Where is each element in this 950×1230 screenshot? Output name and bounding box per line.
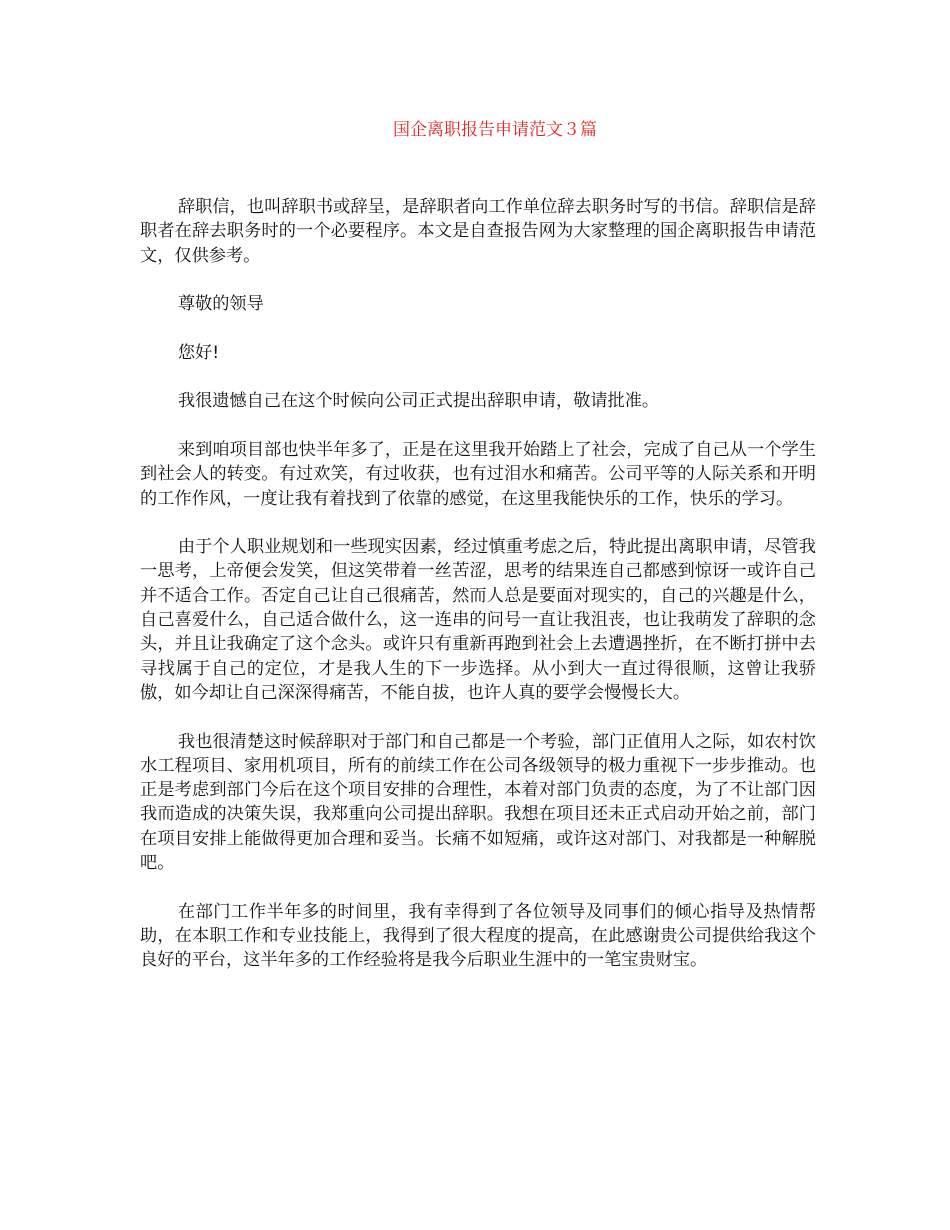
paragraph-reasons: 由于个人职业规划和一些现实因素，经过慎重考虑之后，特此提出离职申请，尽管我一思考，上帝便会发笑，但这笑带着一丝苦涩，思考的结果连自己都感到惊讶一或许自己并不适合工作。否定自己让自己很痛苦，然而人总是要面对现实的，自己的兴趣是什么，自己喜爱什么，自己适合做什么，这一连串的问号一直让我沮丧，也让我萌发了辞职的念头，并且让我确定了这个念头。或许只有重新再跑到社会上去遭遇挫折，在不断打拼中去寻找属于自己的定位，才是我人生的下一步选择。从小到大一直过得很顺，这曾让我骄傲，如今却让自己深深得痛苦，不能自拔，也许人真的要学会慢慢长大。: [140, 537, 816, 703]
paragraph-intro: 辞职信，也叫辞职书或辞呈，是辞职者向工作单位辞去职务时写的书信。辞职信是辞职者在辞去职务时的一个必要程序。本文是自查报告网为大家整理的国企离职报告申请范文，仅供参考。: [140, 197, 816, 266]
paragraph-greeting: 您好!: [177, 342, 220, 363]
document-body: [140, 195, 816, 997]
paragraph-experience: 来到咱项目部也快半年多了，正是在这里我开始踏上了社会，完成了自己从一个学生到社会人的转变。有过欢笑，有过收获，也有过泪水和痛苦。公司平等的人际关系和开明的工作作风，一度让我有着找到了依靠的感觉，在这里我能快乐的工作，快乐的学习。: [140, 439, 816, 509]
paragraph-department: 我也很清楚这时候辞职对于部门和自己都是一个考验，部门正值用人之际，如农村饮水工程项目、家用机项目，所有的前续工作在公司各级领导的极力重视下一步步推动。也正是考虑到部门今后在这个项目安排的合理性，本着对部门负责的态度，为了不让部门因我而造成的决策失误，我郑重向公司提出辞职。我想在项目还未正式启动开始之前，部门在项目安排上能做得更加合理和妥当。长痛不如短痛，或许这对部门、对我都是一种解脱吧。: [140, 731, 816, 874]
paragraph-thanks: 在部门工作半年多的时间里，我有幸得到了各位领导及同事们的倾心指导及热情帮助，在本职工作和专业技能上，我得到了很大程度的提高，在此感谢贵公司提供给我这个良好的平台，这半年多的工作经验将是我今后职业生涯中的一笔宝贵财宝。: [140, 901, 816, 971]
document-title: 国企离职报告申请范文３篇: [393, 120, 597, 140]
paragraph-request: 我很遗憾自己在这个时候向公司正式提出辞职申请，敬请批准。: [177, 391, 660, 412]
paragraph-salutation: 尊敬的领导: [177, 294, 264, 315]
